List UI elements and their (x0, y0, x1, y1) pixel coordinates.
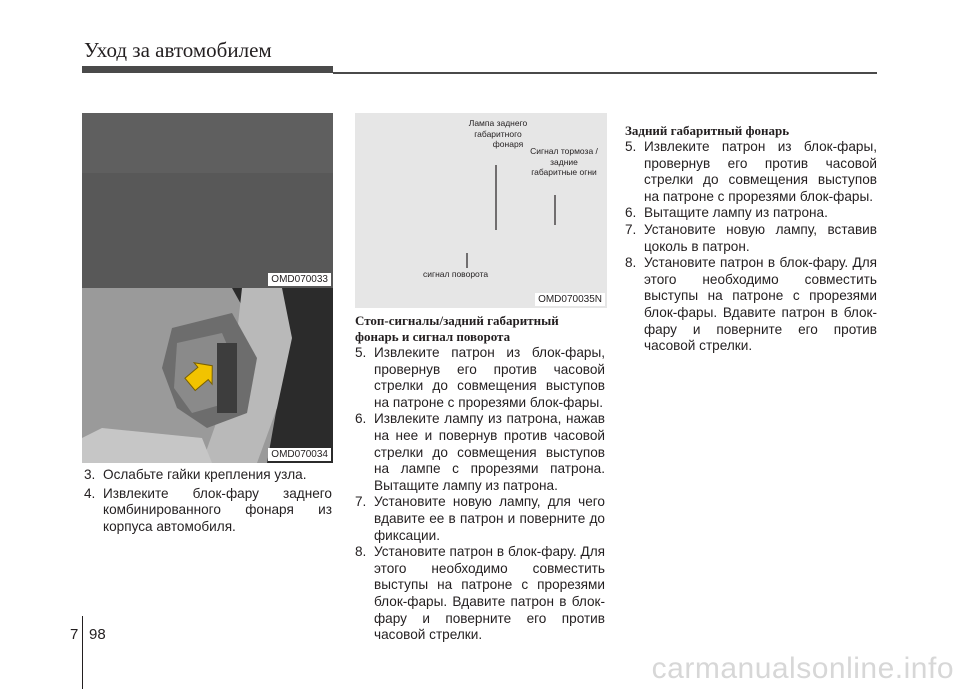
photo-tail-lamp-removal (82, 288, 333, 463)
step-number: 3. (84, 467, 96, 482)
column-1-text (84, 467, 332, 535)
figure-omd070033 (82, 113, 333, 288)
step-number: 5. (625, 139, 637, 154)
step-text: Установите новую лампу, вставив цоколь в патрон. (644, 221, 877, 254)
photo-tail-lamp-nuts (82, 113, 333, 288)
figure-code: OMD070034 (268, 448, 331, 461)
step-number: 6. (355, 411, 367, 427)
callout-turn-signal: сигнал поворота (423, 269, 489, 279)
section-heading-line: Стоп-сигналы/задний габаритный (355, 313, 559, 328)
callout-brake-line: Сигнал тормоза / (530, 146, 598, 156)
figure-omd070034 (82, 288, 333, 463)
step-item (625, 205, 877, 222)
chapter-number: 7 (70, 626, 79, 643)
step-text: Установите патрон в блок-фару. Для этого необходимо совместить выступы на патроне с прорезями блок-фары. Вдавите патрон в блок-фару и поверните его против часовой стрелки. (374, 544, 605, 643)
callout-brake-line: габаритные огни (531, 167, 597, 177)
step-item (355, 544, 605, 644)
step-text: Извлеките блок-фару заднего комбинированного фонаря из корпуса автомобиля. (103, 485, 332, 534)
step-item (84, 486, 332, 536)
step-item (84, 467, 332, 484)
step-text: Извлеките патрон из блок-фары, провернув его против часовой стрелки до совмещения выступов на патроне с прорезями блок-фары. (644, 139, 877, 204)
step-item (355, 494, 605, 544)
step-text: Вытащите лампу из патрона. (644, 205, 828, 221)
step-number: 8. (355, 544, 367, 560)
callout-tail-lamp-line: Лампа заднего (468, 118, 528, 128)
step-number: 7. (625, 221, 637, 237)
step-text: Установите патрон в блок-фару. Для этого необходимо совместить выступы на патроне с прорезями блок-фары. Вдавите патрон в блок-фару и поверните его против часовой стрелки. (644, 255, 877, 354)
step-number: 5. (355, 345, 367, 360)
figure-code: OMD070035N (535, 293, 605, 306)
step-number: 4. (84, 485, 96, 501)
step-text: Извлеките патрон из блок-фары, провернув его против часовой стрелки до совмещения выступов на патроне с прорезями блок-фары. (374, 345, 605, 410)
section-heading-line: фонарь и сигнал поворота (355, 329, 511, 344)
callout-brake (522, 146, 606, 178)
figure-code: OMD070033 (268, 273, 331, 286)
step-item (355, 345, 605, 411)
column-3-text (625, 123, 877, 355)
step-text: Установите новую лампу, для чего вдавите ее в патрон и поверните до фиксации. (374, 494, 605, 543)
step-number: 7. (355, 494, 367, 510)
callout-brake-line: задние (550, 156, 578, 167)
column-2-text (355, 313, 605, 644)
section-heading (355, 313, 605, 345)
header-bar (82, 66, 333, 73)
step-number: 6. (625, 205, 637, 221)
watermark: carmanualsonline.info (651, 652, 954, 685)
section-heading: Задний габаритный фонарь (625, 123, 790, 138)
step-text: Ослабьте гайки крепления узла. (103, 467, 307, 482)
header-rule (333, 72, 877, 74)
page-divider (82, 616, 83, 689)
page-number: 98 (89, 626, 106, 643)
step-number: 8. (625, 255, 637, 271)
step-item (625, 255, 877, 355)
step-item (355, 411, 605, 494)
callout-tail-lamp-line: габаритного (474, 128, 522, 139)
callout-tail-lamp (458, 118, 538, 150)
step-item (625, 222, 877, 255)
figure-omd070035n (355, 113, 607, 308)
step-item (625, 139, 877, 205)
step-text: Извлеките лампу из патрона, нажав на нее и повернув против часовой стрелки до совмещения выступов на лампе с прорезями патрона. Вытащите лампу из патрона. (374, 411, 605, 493)
page-title: Уход за автомобилем (84, 38, 272, 62)
callout-tail-lamp-line: фонаря (492, 139, 524, 149)
